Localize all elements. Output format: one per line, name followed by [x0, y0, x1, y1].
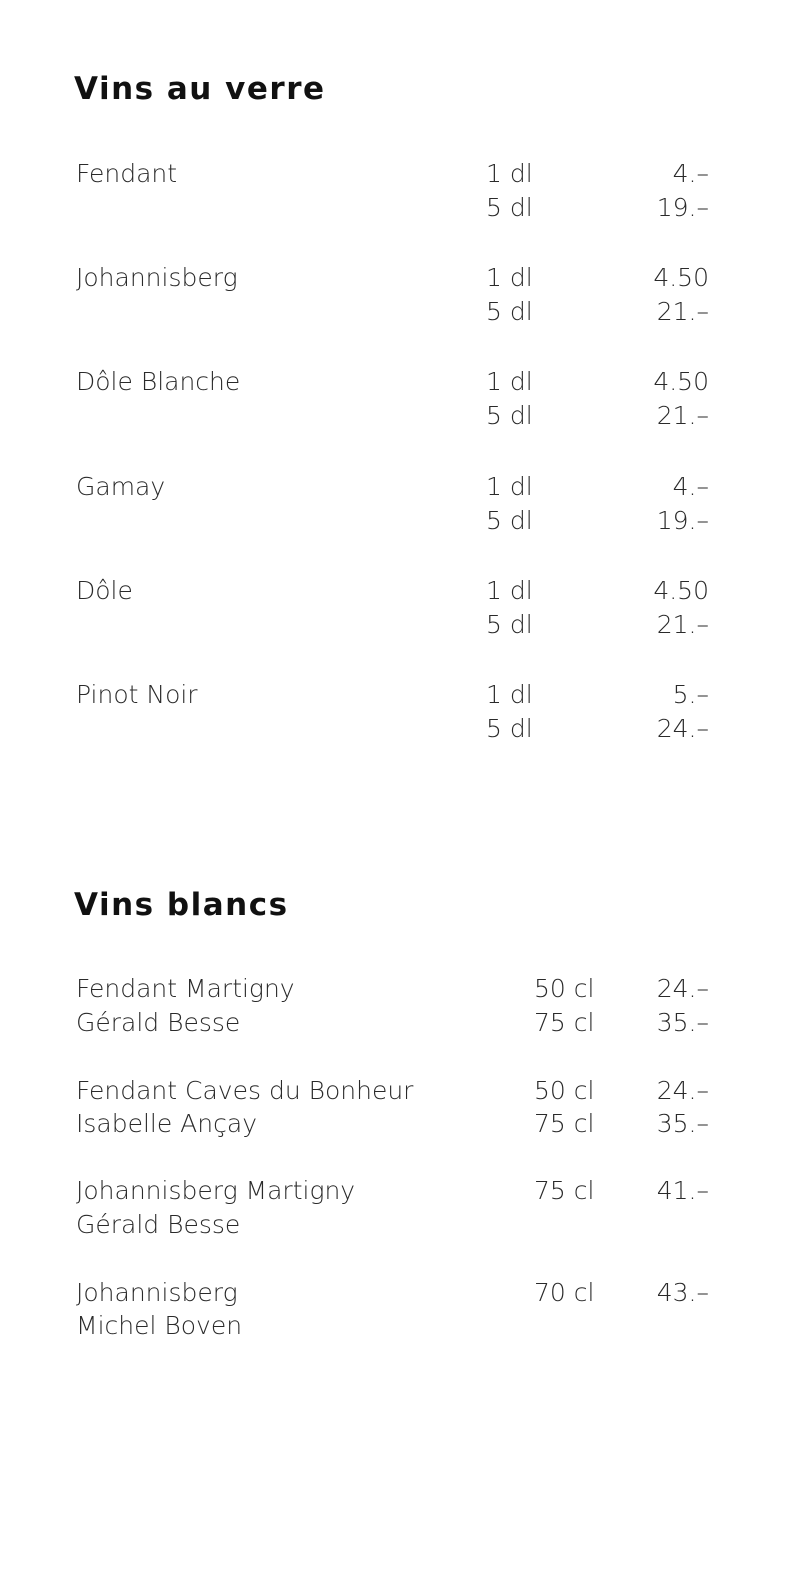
- section-title-vins-blancs: Vins blancs: [74, 887, 289, 923]
- wine-quantity: 1 dl: [486, 680, 533, 709]
- wine-quantity: 5 dl: [486, 193, 533, 222]
- wine-quantity: 75 cl: [534, 1008, 595, 1037]
- wine-producer: Gérald Besse: [76, 1008, 241, 1037]
- wine-quantity: 1 dl: [486, 367, 533, 396]
- wine-name: Johannisberg: [76, 1278, 238, 1307]
- wine-quantity: 5 dl: [486, 506, 533, 535]
- wine-quantity: 50 cl: [534, 1076, 595, 1105]
- wine-producer: Michel Boven: [76, 1311, 243, 1340]
- wine-quantity: 75 cl: [534, 1109, 595, 1138]
- wine-price: 24.–: [656, 974, 709, 1003]
- wine-price: 19.–: [656, 193, 709, 222]
- wine-name: Dôle Blanche: [76, 367, 241, 396]
- wine-price: 21.–: [656, 401, 709, 430]
- wine-price: 41.–: [656, 1176, 709, 1205]
- wine-name: Gamay: [76, 472, 166, 501]
- wine-price: 5.–: [672, 680, 709, 709]
- wine-name: Fendant Caves du Bonheur: [76, 1076, 414, 1105]
- wine-price: 24.–: [656, 1076, 709, 1105]
- wine-quantity: 70 cl: [534, 1278, 595, 1307]
- wine-quantity: 5 dl: [486, 297, 533, 326]
- wine-price: 4.50: [653, 263, 709, 292]
- wine-quantity: 5 dl: [486, 401, 533, 430]
- wine-quantity: 75 cl: [534, 1176, 595, 1205]
- wine-quantity: 5 dl: [486, 610, 533, 639]
- wine-quantity: 1 dl: [486, 263, 533, 292]
- section-title-vins-au-verre: Vins au verre: [74, 71, 326, 107]
- wine-price: 21.–: [656, 297, 709, 326]
- wine-price: 4.50: [653, 367, 709, 396]
- wine-price: 4.–: [672, 159, 709, 188]
- wine-price: 43.–: [656, 1278, 709, 1307]
- wine-name: Fendant: [76, 159, 178, 188]
- wine-name: Johannisberg: [76, 263, 238, 292]
- wine-price: 35.–: [656, 1109, 709, 1138]
- wine-quantity: 1 dl: [486, 576, 533, 605]
- wine-price: 21.–: [656, 610, 709, 639]
- wine-name: Johannisberg Martigny: [76, 1176, 356, 1205]
- wine-producer: Gérald Besse: [76, 1210, 241, 1239]
- wine-price: 24.–: [656, 714, 709, 743]
- wine-quantity: 5 dl: [486, 714, 533, 743]
- wine-price: 19.–: [656, 506, 709, 535]
- wine-quantity: 1 dl: [486, 472, 533, 501]
- wine-quantity: 1 dl: [486, 159, 533, 188]
- wine-quantity: 50 cl: [534, 974, 595, 1003]
- wine-name: Pinot Noir: [76, 680, 198, 709]
- wine-name: Dôle: [76, 576, 133, 605]
- wine-price: 4.–: [672, 472, 709, 501]
- wine-price: 35.–: [656, 1008, 709, 1037]
- wine-producer: Isabelle Ançay: [76, 1109, 257, 1138]
- wine-name: Fendant Martigny: [76, 974, 295, 1003]
- wine-price: 4.50: [653, 576, 709, 605]
